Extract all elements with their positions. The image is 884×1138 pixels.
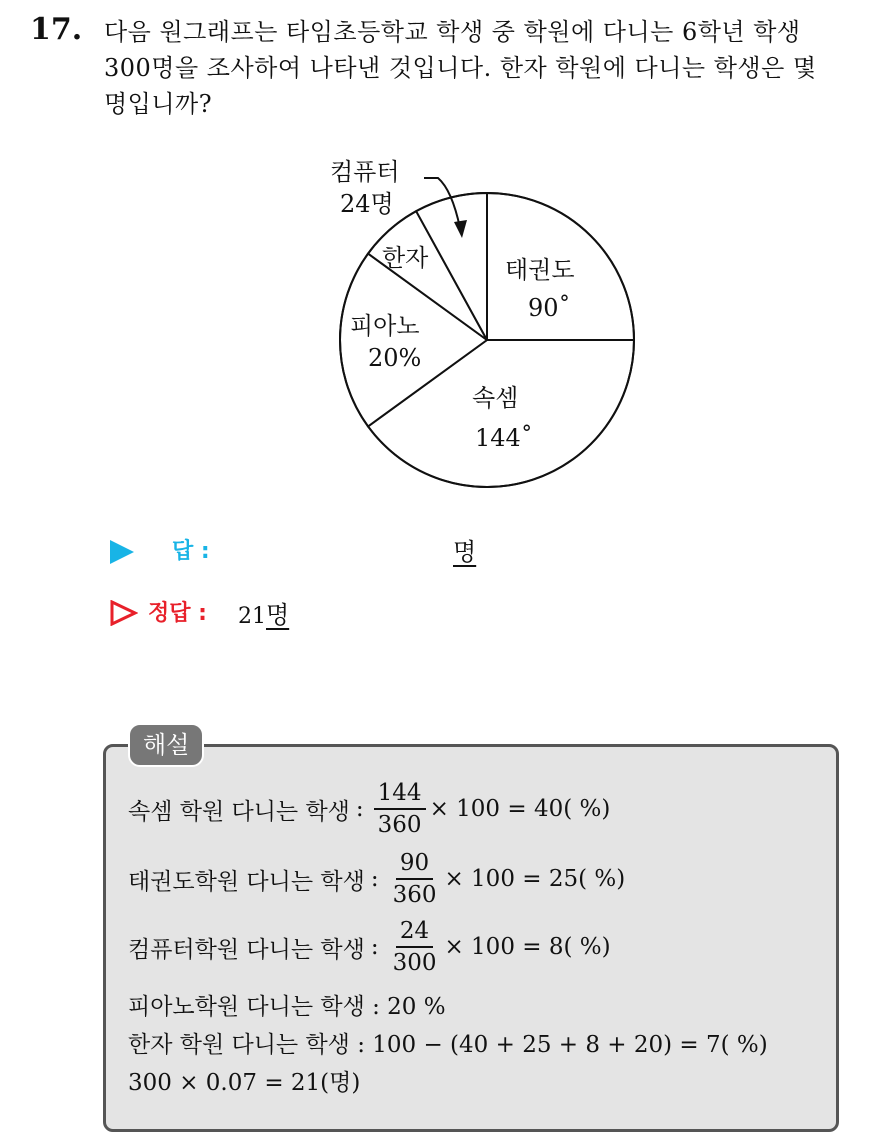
explanation-line-4: 피아노학원 다니는 학생 : 20 % [128, 994, 446, 1020]
answer-label: 답 : [172, 539, 210, 564]
explanation-line-6: 300 × 0.07 = 21(명) [128, 1070, 361, 1096]
slice-value-sokseom: 144˚ [475, 424, 533, 452]
line3-prefix: 컴퓨터학원 다니는 학생 [128, 936, 365, 963]
explanation-line-1 [128, 778, 610, 840]
outline-triangle-icon [110, 600, 138, 626]
slice-label-computer: 컴퓨터 [330, 158, 400, 186]
question-line-3: 명입니까? [104, 90, 213, 118]
answer-unit: 명 [453, 538, 477, 566]
line3-denominator: 300 [392, 950, 437, 976]
line1-colon: : [355, 796, 364, 822]
slice-label-hanja: 한자 [382, 244, 429, 272]
line1-denominator: 360 [377, 812, 422, 838]
explanation-line-2 [128, 848, 625, 910]
slice-label-piano: 피아노 [350, 312, 420, 340]
line2-colon: : [370, 866, 379, 892]
line3-colon: : [370, 934, 379, 960]
line3-rest: × 100 = 8( %) [444, 934, 611, 960]
line1-prefix: 속셈 학원 다니는 학생 [128, 798, 350, 825]
correct-answer-value [238, 595, 289, 630]
line2-prefix: 태권도학원 다니는 학생 [128, 868, 365, 895]
slice-label-sokseom: 속셈 [472, 384, 519, 412]
question-line-1: 다음 원그래프는 타임초등학교 학생 중 학원에 다니는 6학년 학생 [104, 18, 801, 46]
line2-fraction [389, 848, 441, 910]
slice-value-computer: 24명 [340, 190, 394, 218]
question-line-2: 300명을 조사하여 나타낸 것입니다. 한자 학원에 다니는 학생은 몇 [104, 54, 817, 82]
correct-answer-label: 정답 : [148, 601, 207, 626]
explanation-tag: 해설 [128, 723, 204, 767]
slice-value-taekwondo: 90˚ [528, 294, 571, 322]
pie-chart [0, 0, 884, 520]
explanation-line-5: 한자 학원 다니는 학생 : 100 − (40 + 25 + 8 + 20) = 7( %) [128, 1032, 768, 1058]
explanation-line-3 [128, 916, 611, 978]
line3-numerator: 24 [396, 916, 433, 948]
correct-number: 21 [238, 604, 266, 629]
line1-rest: × 100 = 40( %) [429, 796, 611, 822]
line1-numerator: 144 [374, 778, 426, 810]
play-triangle-icon [110, 540, 134, 564]
question-number: 17. [30, 12, 83, 47]
line2-rest: × 100 = 25( %) [444, 866, 626, 892]
line3-fraction [389, 916, 441, 978]
correct-unit: 명 [266, 601, 290, 629]
line1-fraction [374, 778, 426, 840]
line2-denominator: 360 [392, 882, 437, 908]
slice-value-piano: 20% [368, 344, 422, 372]
line2-numerator: 90 [396, 848, 433, 880]
slice-label-taekwondo: 태권도 [505, 256, 575, 284]
